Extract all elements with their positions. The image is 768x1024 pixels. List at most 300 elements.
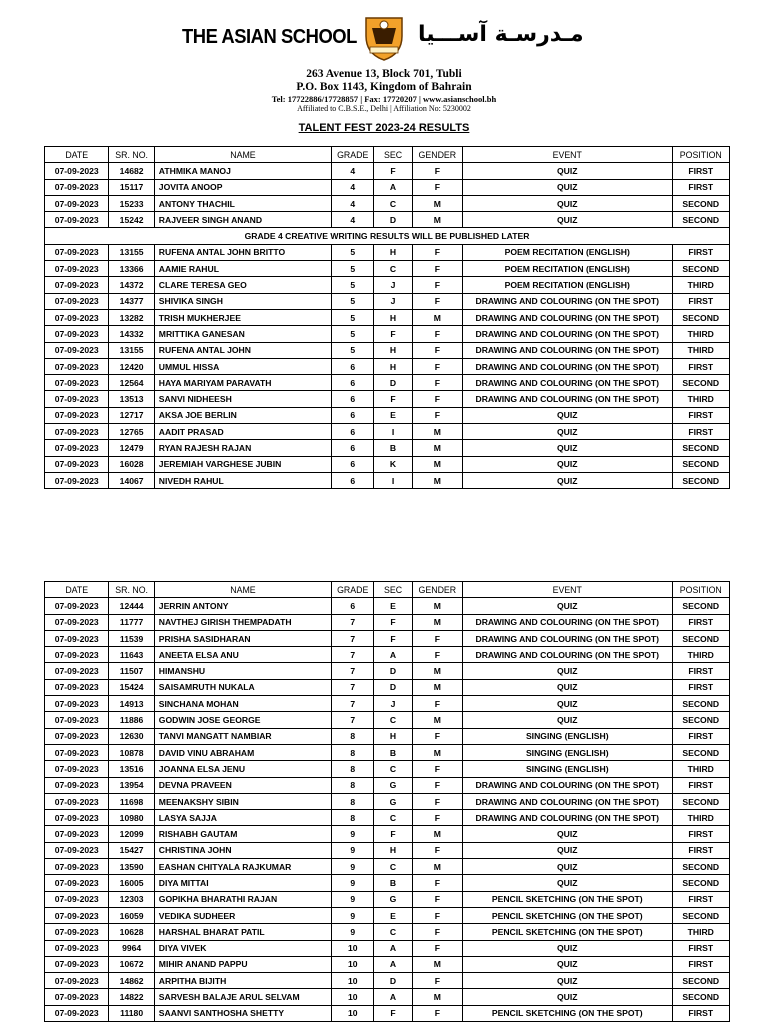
date-cell: 07-09-2023 [45, 712, 109, 728]
gender-cell: M [412, 663, 462, 679]
grade-cell: 8 [332, 793, 374, 809]
sec-cell: F [374, 630, 412, 646]
grade-cell: 9 [332, 826, 374, 842]
date-cell: 07-09-2023 [45, 761, 109, 777]
table-row [45, 826, 730, 842]
school-name-arabic: مـدرسـة آســـيا [418, 22, 584, 47]
position-cell: SECOND [672, 456, 729, 472]
table-row [45, 859, 730, 875]
event-cell: QUIZ [463, 973, 673, 989]
srno-cell: 11507 [109, 663, 154, 679]
name-cell: HIMANSHU [154, 663, 331, 679]
event-cell: DRAWING AND COLOURING (ON THE SPOT) [463, 375, 673, 391]
table-row [45, 810, 730, 826]
sec-cell: C [374, 261, 412, 277]
sec-cell: H [374, 309, 412, 325]
gender-cell: M [412, 744, 462, 760]
name-cell: RUFENA ANTAL JOHN BRITTO [154, 244, 331, 260]
gender-cell: F [412, 358, 462, 374]
grade-cell: 4 [332, 212, 374, 228]
position-cell: SECOND [672, 875, 729, 891]
column-header: GRADE [332, 582, 374, 598]
srno-cell: 11698 [109, 793, 154, 809]
position-cell: SECOND [672, 472, 729, 488]
date-cell: 07-09-2023 [45, 842, 109, 858]
date-cell: 07-09-2023 [45, 163, 109, 179]
sec-cell: I [374, 424, 412, 440]
event-cell: PENCIL SKETCHING (ON THE SPOT) [463, 891, 673, 907]
table-row [45, 907, 730, 923]
name-cell: JOVITA ANOOP [154, 179, 331, 195]
table-row [45, 696, 730, 712]
gender-cell: M [412, 195, 462, 211]
column-header: NAME [154, 147, 331, 163]
sec-cell: H [374, 244, 412, 260]
grade-cell: 4 [332, 195, 374, 211]
position-cell: SECOND [672, 440, 729, 456]
table-row [45, 440, 730, 456]
name-cell: PRISHA SASIDHARAN [154, 630, 331, 646]
grade-cell: 9 [332, 907, 374, 923]
gender-cell: M [412, 859, 462, 875]
sec-cell: A [374, 940, 412, 956]
table-row [45, 342, 730, 358]
name-cell: ANTONY THACHIL [154, 195, 331, 211]
gender-cell: M [412, 989, 462, 1005]
affiliation-line: Affiliated to C.B.S.E., Delhi | Affiliation No: 5230002 [297, 104, 471, 113]
sec-cell: F [374, 391, 412, 407]
event-cell: SINGING (ENGLISH) [463, 728, 673, 744]
position-cell: SECOND [672, 712, 729, 728]
event-cell: QUIZ [463, 663, 673, 679]
event-cell: QUIZ [463, 696, 673, 712]
srno-cell: 11886 [109, 712, 154, 728]
position-cell: FIRST [672, 424, 729, 440]
sec-cell: J [374, 696, 412, 712]
column-header: EVENT [463, 582, 673, 598]
table-row [45, 973, 730, 989]
table-row [45, 293, 730, 309]
sec-cell: C [374, 924, 412, 940]
sec-cell: D [374, 973, 412, 989]
table-row [45, 924, 730, 940]
gender-cell: F [412, 630, 462, 646]
date-cell: 07-09-2023 [45, 375, 109, 391]
name-cell: VEDIKA SUDHEER [154, 907, 331, 923]
gender-cell: F [412, 728, 462, 744]
gender-cell: F [412, 391, 462, 407]
event-cell: DRAWING AND COLOURING (ON THE SPOT) [463, 810, 673, 826]
position-cell: FIRST [672, 728, 729, 744]
position-cell: THIRD [672, 277, 729, 293]
date-cell: 07-09-2023 [45, 793, 109, 809]
date-cell: 07-09-2023 [45, 293, 109, 309]
position-cell: SECOND [672, 859, 729, 875]
position-cell: SECOND [672, 261, 729, 277]
position-cell: FIRST [672, 679, 729, 695]
table-row [45, 1005, 730, 1021]
gender-cell: F [412, 407, 462, 423]
date-cell: 07-09-2023 [45, 924, 109, 940]
grade-cell: 8 [332, 744, 374, 760]
gender-cell: F [412, 875, 462, 891]
grade-cell: 10 [332, 956, 374, 972]
event-cell: DRAWING AND COLOURING (ON THE SPOT) [463, 793, 673, 809]
date-cell: 07-09-2023 [45, 875, 109, 891]
event-cell: POEM RECITATION (ENGLISH) [463, 244, 673, 260]
school-crest-icon [362, 14, 406, 62]
name-cell: DIYA VIVEK [154, 940, 331, 956]
table-row [45, 424, 730, 440]
grade-cell: 5 [332, 277, 374, 293]
date-cell: 07-09-2023 [45, 472, 109, 488]
name-cell: MEENAKSHY SIBIN [154, 793, 331, 809]
srno-cell: 14682 [109, 163, 154, 179]
event-cell: SINGING (ENGLISH) [463, 744, 673, 760]
srno-cell: 14067 [109, 472, 154, 488]
column-header: SR. NO. [109, 147, 154, 163]
results-table-2 [44, 581, 730, 1022]
table-row [45, 472, 730, 488]
sec-cell: F [374, 614, 412, 630]
table-row [45, 663, 730, 679]
grade-cell: 5 [332, 261, 374, 277]
srno-cell: 12099 [109, 826, 154, 842]
name-cell: CHRISTINA JOHN [154, 842, 331, 858]
grade-cell: 4 [332, 163, 374, 179]
sec-cell: K [374, 456, 412, 472]
gender-cell: F [412, 293, 462, 309]
grade-cell: 8 [332, 728, 374, 744]
grade-cell: 7 [332, 663, 374, 679]
gender-cell: F [412, 277, 462, 293]
date-cell: 07-09-2023 [45, 826, 109, 842]
date-cell: 07-09-2023 [45, 358, 109, 374]
sec-cell: E [374, 907, 412, 923]
srno-cell: 13282 [109, 309, 154, 325]
grade-cell: 6 [332, 424, 374, 440]
sec-cell: F [374, 163, 412, 179]
position-cell: FIRST [672, 407, 729, 423]
grade-cell: 6 [332, 407, 374, 423]
column-header: GRADE [332, 147, 374, 163]
gender-cell: F [412, 647, 462, 663]
event-cell: QUIZ [463, 875, 673, 891]
date-cell: 07-09-2023 [45, 456, 109, 472]
name-cell: DEVNA PRAVEEN [154, 777, 331, 793]
sec-cell: C [374, 761, 412, 777]
table-row [45, 179, 730, 195]
gender-cell: F [412, 244, 462, 260]
table-row [45, 630, 730, 646]
table-row [45, 744, 730, 760]
position-cell: FIRST [672, 614, 729, 630]
srno-cell: 11777 [109, 614, 154, 630]
name-cell: HARSHAL BHARAT PATIL [154, 924, 331, 940]
grade-cell: 6 [332, 456, 374, 472]
position-cell: SECOND [672, 212, 729, 228]
table-row [45, 375, 730, 391]
position-cell: FIRST [672, 826, 729, 842]
gender-cell: M [412, 424, 462, 440]
sec-cell: D [374, 679, 412, 695]
gender-cell: F [412, 907, 462, 923]
date-cell: 07-09-2023 [45, 277, 109, 293]
date-cell: 07-09-2023 [45, 891, 109, 907]
event-cell: QUIZ [463, 598, 673, 614]
grade-cell: 9 [332, 891, 374, 907]
sec-cell: A [374, 647, 412, 663]
gender-cell: F [412, 810, 462, 826]
date-cell: 07-09-2023 [45, 777, 109, 793]
name-cell: GODWIN JOSE GEORGE [154, 712, 331, 728]
sec-cell: J [374, 277, 412, 293]
sec-cell: B [374, 440, 412, 456]
event-cell: QUIZ [463, 163, 673, 179]
position-cell: FIRST [672, 244, 729, 260]
srno-cell: 9964 [109, 940, 154, 956]
position-cell: FIRST [672, 891, 729, 907]
srno-cell: 16005 [109, 875, 154, 891]
gender-cell: F [412, 326, 462, 342]
grade-cell: 10 [332, 989, 374, 1005]
gender-cell: F [412, 375, 462, 391]
gender-cell: F [412, 261, 462, 277]
table-header [45, 147, 730, 163]
sec-cell: E [374, 407, 412, 423]
table-body [45, 598, 730, 1022]
header-row [45, 147, 730, 163]
gender-cell: M [412, 309, 462, 325]
table-row [45, 407, 730, 423]
date-cell: 07-09-2023 [45, 940, 109, 956]
srno-cell: 11539 [109, 630, 154, 646]
column-header: GENDER [412, 147, 462, 163]
grade-cell: 9 [332, 924, 374, 940]
table-row [45, 277, 730, 293]
sec-cell: H [374, 358, 412, 374]
grade-cell: 8 [332, 777, 374, 793]
name-cell: TANVI MANGATT NAMBIAR [154, 728, 331, 744]
name-cell: SAISAMRUTH NUKALA [154, 679, 331, 695]
gender-cell: M [412, 712, 462, 728]
name-cell: GOPIKHA BHARATHI RAJAN [154, 891, 331, 907]
date-cell: 07-09-2023 [45, 859, 109, 875]
position-cell: FIRST [672, 358, 729, 374]
event-cell: POEM RECITATION (ENGLISH) [463, 261, 673, 277]
srno-cell: 10878 [109, 744, 154, 760]
grade-cell: 8 [332, 761, 374, 777]
gender-cell: M [412, 826, 462, 842]
table-row [45, 875, 730, 891]
srno-cell: 14332 [109, 326, 154, 342]
grade-cell: 7 [332, 630, 374, 646]
sec-cell: H [374, 842, 412, 858]
position-cell: FIRST [672, 842, 729, 858]
gender-cell: M [412, 472, 462, 488]
srno-cell: 12479 [109, 440, 154, 456]
date-cell: 07-09-2023 [45, 391, 109, 407]
gender-cell: F [412, 940, 462, 956]
event-cell: DRAWING AND COLOURING (ON THE SPOT) [463, 391, 673, 407]
event-cell: POEM RECITATION (ENGLISH) [463, 277, 673, 293]
table-row [45, 598, 730, 614]
name-cell: ARPITHA BIJITH [154, 973, 331, 989]
gender-cell: F [412, 777, 462, 793]
event-cell: DRAWING AND COLOURING (ON THE SPOT) [463, 647, 673, 663]
column-header: SR. NO. [109, 582, 154, 598]
sec-cell: A [374, 179, 412, 195]
date-cell: 07-09-2023 [45, 810, 109, 826]
date-cell: 07-09-2023 [45, 261, 109, 277]
event-cell: QUIZ [463, 989, 673, 1005]
position-cell: SECOND [672, 989, 729, 1005]
sec-cell: G [374, 793, 412, 809]
name-cell: ATHMIKA MANOJ [154, 163, 331, 179]
gender-cell: F [412, 842, 462, 858]
name-cell: RISHABH GAUTAM [154, 826, 331, 842]
position-cell: FIRST [672, 940, 729, 956]
address-line-1: 263 Avenue 13, Block 701, Tubli [306, 68, 462, 80]
event-cell: QUIZ [463, 424, 673, 440]
position-cell: SECOND [672, 598, 729, 614]
gender-cell: F [412, 342, 462, 358]
name-cell: MIHIR ANAND PAPPU [154, 956, 331, 972]
table-row [45, 989, 730, 1005]
logo-row [0, 12, 768, 62]
grade-cell: 6 [332, 598, 374, 614]
event-cell: QUIZ [463, 712, 673, 728]
sec-cell: C [374, 859, 412, 875]
grade-cell: 7 [332, 679, 374, 695]
srno-cell: 13155 [109, 342, 154, 358]
sec-cell: D [374, 663, 412, 679]
position-cell: THIRD [672, 326, 729, 342]
position-cell: THIRD [672, 342, 729, 358]
table-row [45, 761, 730, 777]
table-row [45, 195, 730, 211]
date-cell: 07-09-2023 [45, 744, 109, 760]
grade-cell: 5 [332, 326, 374, 342]
srno-cell: 15427 [109, 842, 154, 858]
grade-cell: 9 [332, 859, 374, 875]
event-cell: DRAWING AND COLOURING (ON THE SPOT) [463, 342, 673, 358]
grade-cell: 5 [332, 293, 374, 309]
gender-cell: M [412, 456, 462, 472]
event-cell: QUIZ [463, 826, 673, 842]
sec-cell: A [374, 989, 412, 1005]
sec-cell: F [374, 826, 412, 842]
position-cell: SECOND [672, 793, 729, 809]
date-cell: 07-09-2023 [45, 907, 109, 923]
table-header [45, 582, 730, 598]
column-header: SEC [374, 147, 412, 163]
date-cell: 07-09-2023 [45, 598, 109, 614]
letterhead [0, 0, 768, 150]
date-cell: 07-09-2023 [45, 424, 109, 440]
event-cell: DRAWING AND COLOURING (ON THE SPOT) [463, 614, 673, 630]
date-cell: 07-09-2023 [45, 989, 109, 1005]
event-cell: QUIZ [463, 940, 673, 956]
date-cell: 07-09-2023 [45, 212, 109, 228]
grade-cell: 6 [332, 472, 374, 488]
name-cell: JOANNA ELSA JENU [154, 761, 331, 777]
position-cell: FIRST [672, 1005, 729, 1021]
event-cell: QUIZ [463, 195, 673, 211]
gender-cell: F [412, 163, 462, 179]
event-cell: DRAWING AND COLOURING (ON THE SPOT) [463, 309, 673, 325]
date-cell: 07-09-2023 [45, 956, 109, 972]
gender-cell: F [412, 973, 462, 989]
event-cell: PENCIL SKETCHING (ON THE SPOT) [463, 907, 673, 923]
grade-cell: 6 [332, 358, 374, 374]
sec-cell: B [374, 875, 412, 891]
srno-cell: 14372 [109, 277, 154, 293]
position-cell: SECOND [672, 744, 729, 760]
contact-line: Tel: 17722886/17728857 | Fax: 17720207 | www.asianschool.bh [271, 94, 497, 104]
column-header: GENDER [412, 582, 462, 598]
name-cell: DIYA MITTAI [154, 875, 331, 891]
srno-cell: 10980 [109, 810, 154, 826]
column-header: EVENT [463, 147, 673, 163]
sec-cell: F [374, 326, 412, 342]
position-cell: SECOND [672, 907, 729, 923]
note-row [45, 228, 730, 244]
srno-cell: 12420 [109, 358, 154, 374]
column-header: POSITION [672, 147, 729, 163]
date-cell: 07-09-2023 [45, 647, 109, 663]
srno-cell: 15117 [109, 179, 154, 195]
date-cell: 07-09-2023 [45, 696, 109, 712]
sec-cell: I [374, 472, 412, 488]
table-row [45, 712, 730, 728]
school-name-english: THE ASIAN SCHOOL [182, 26, 357, 48]
gender-cell: F [412, 924, 462, 940]
event-cell: DRAWING AND COLOURING (ON THE SPOT) [463, 326, 673, 342]
column-header: SEC [374, 582, 412, 598]
grade-cell: 8 [332, 810, 374, 826]
name-cell: SARVESH BALAJE ARUL SELVAM [154, 989, 331, 1005]
date-cell: 07-09-2023 [45, 244, 109, 260]
name-cell: RAJVEER SINGH ANAND [154, 212, 331, 228]
srno-cell: 12303 [109, 891, 154, 907]
name-cell: NAVTHEJ GIRISH THEMPADATH [154, 614, 331, 630]
sec-cell: H [374, 728, 412, 744]
gender-cell: M [412, 956, 462, 972]
srno-cell: 12717 [109, 407, 154, 423]
gender-cell: F [412, 1005, 462, 1021]
name-cell: TRISH MUKHERJEE [154, 309, 331, 325]
sec-cell: G [374, 891, 412, 907]
srno-cell: 16059 [109, 907, 154, 923]
grade-cell: 5 [332, 342, 374, 358]
gender-cell: F [412, 891, 462, 907]
srno-cell: 15242 [109, 212, 154, 228]
date-cell: 07-09-2023 [45, 728, 109, 744]
name-cell: AAMIE RAHUL [154, 261, 331, 277]
grade-cell: 9 [332, 842, 374, 858]
srno-cell: 10628 [109, 924, 154, 940]
name-cell: SAANVI SANTHOSHA SHETTY [154, 1005, 331, 1021]
name-cell: SINCHANA MOHAN [154, 696, 331, 712]
table-row [45, 728, 730, 744]
date-cell: 07-09-2023 [45, 195, 109, 211]
date-cell: 07-09-2023 [45, 1005, 109, 1021]
grade-cell: 7 [332, 712, 374, 728]
date-cell: 07-09-2023 [45, 679, 109, 695]
event-cell: QUIZ [463, 440, 673, 456]
position-cell: THIRD [672, 647, 729, 663]
